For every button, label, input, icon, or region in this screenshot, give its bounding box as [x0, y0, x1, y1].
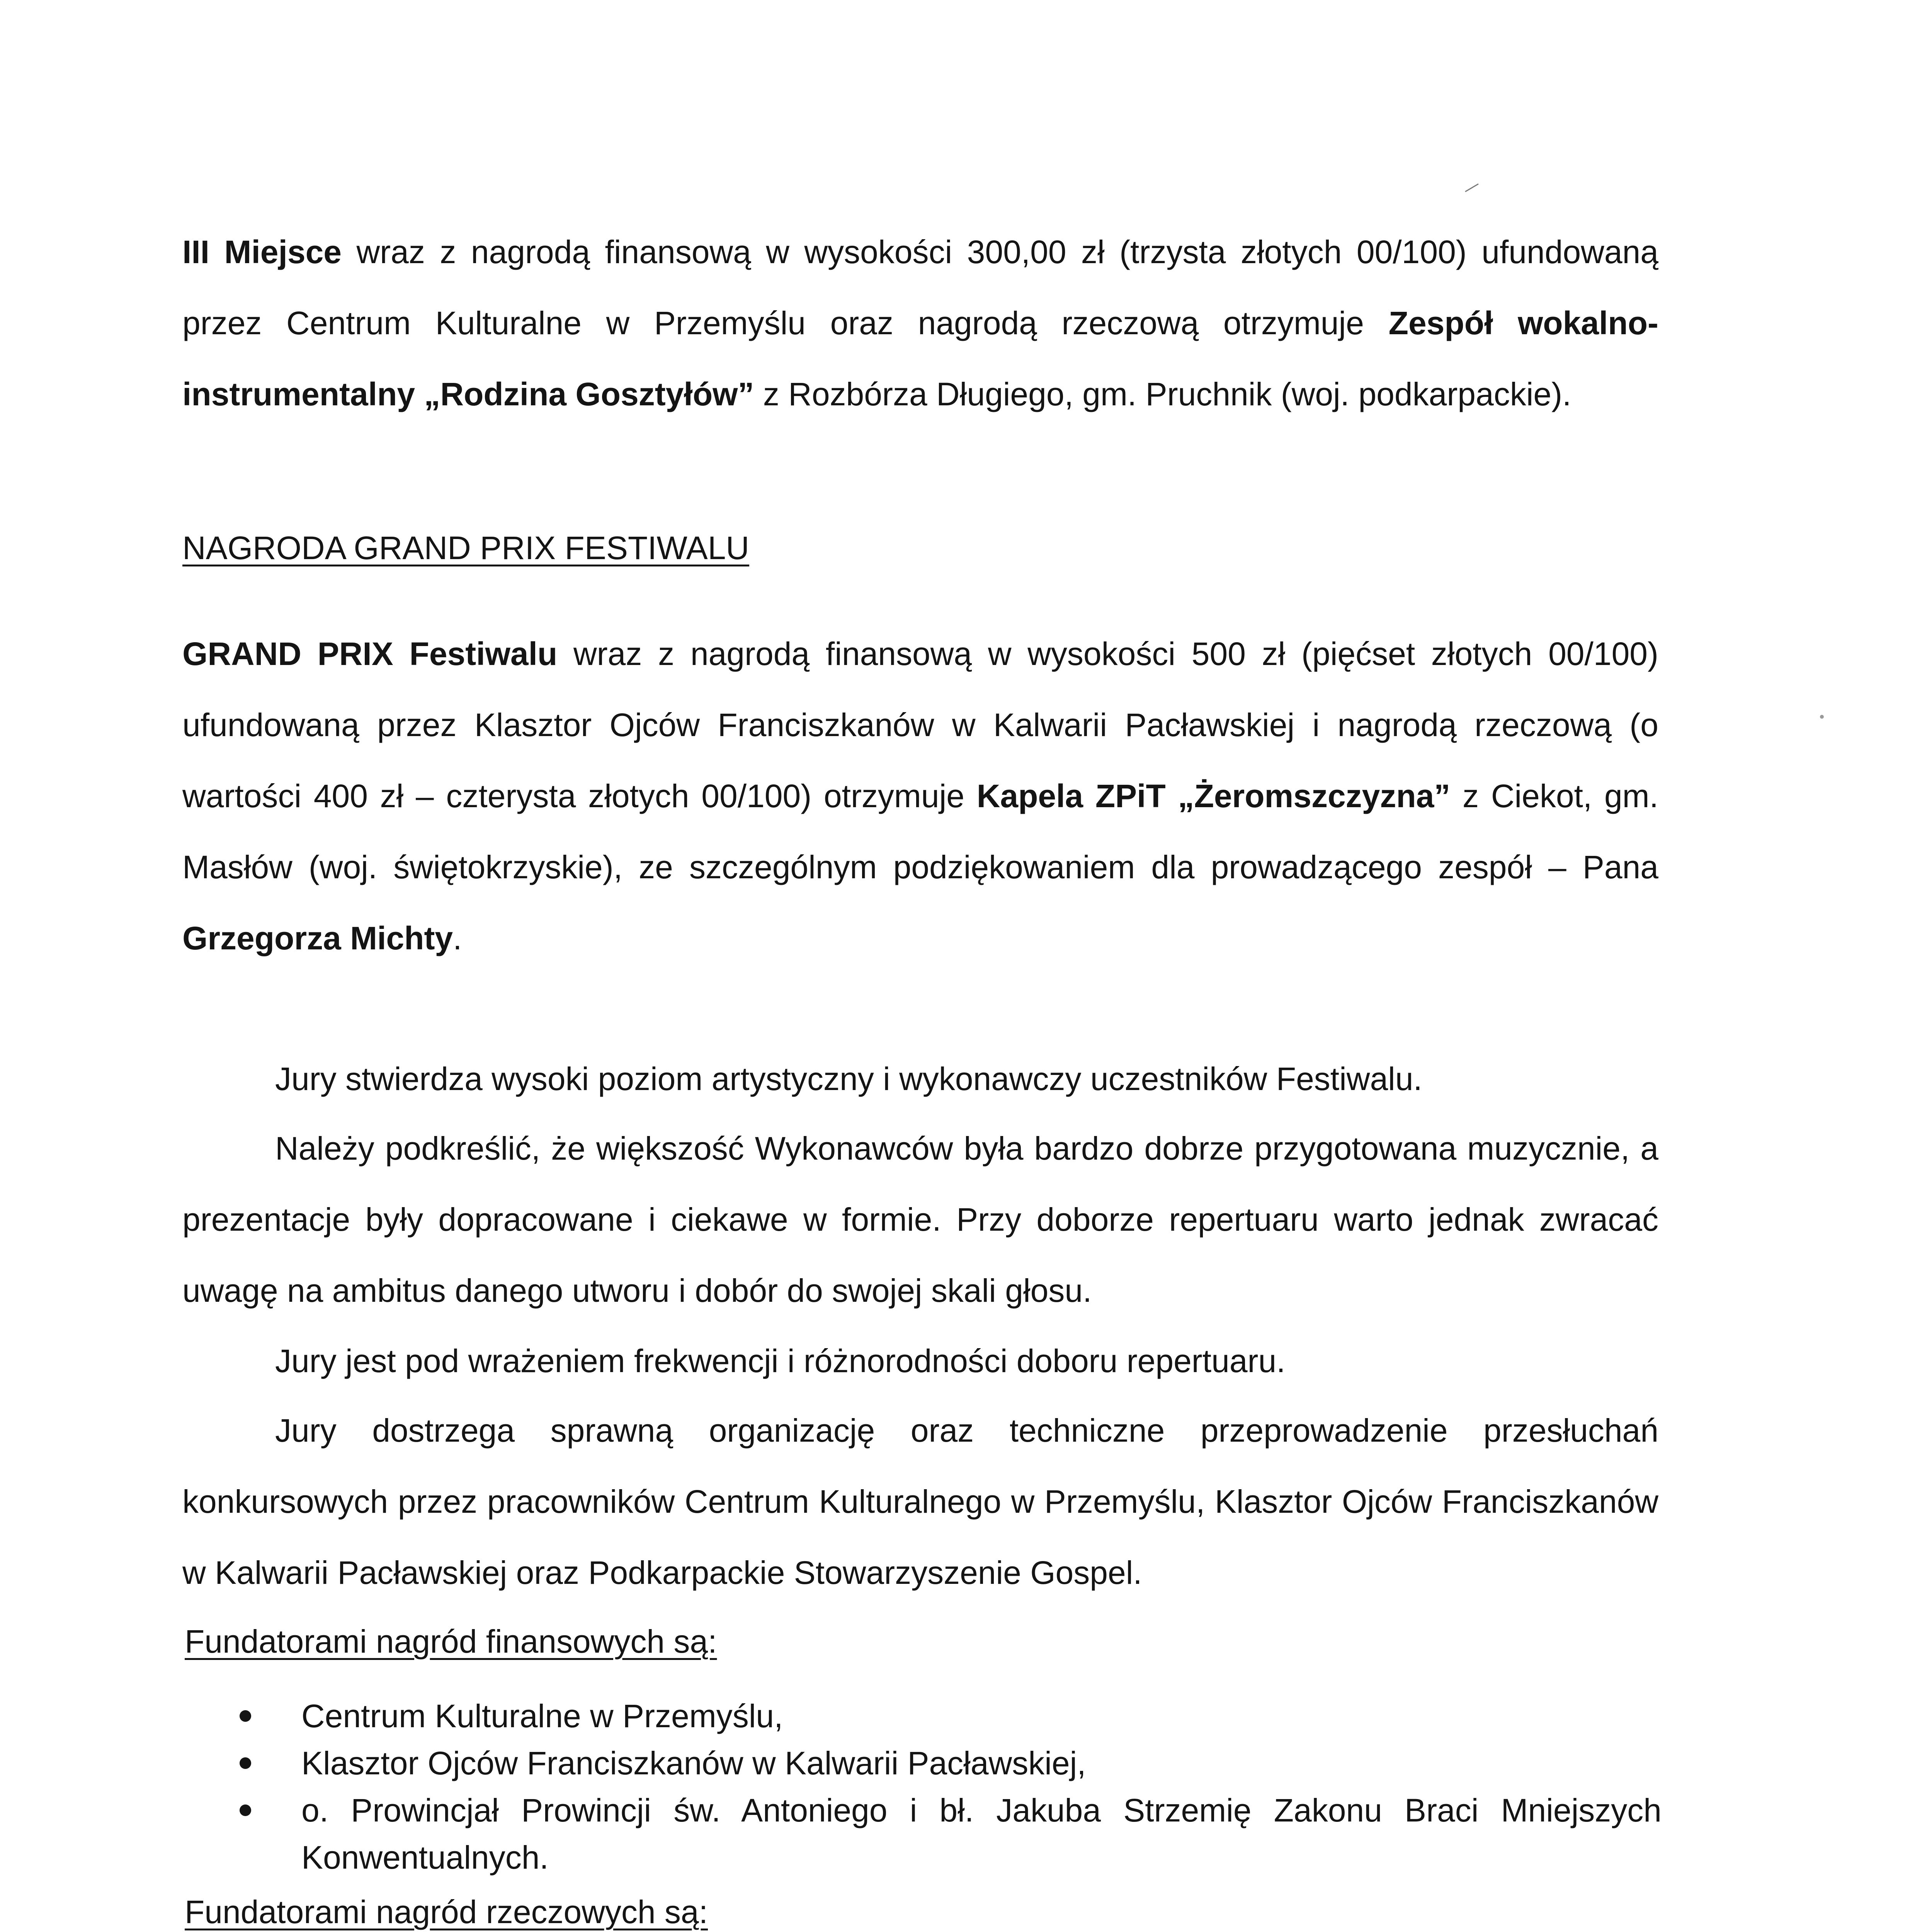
third-place-label: III Miejsce — [182, 234, 342, 270]
jury-statement-2: Należy podkreślić, że większość Wykonawców była bardzo dobrze przygotowana muzycznie, a prezentacje były dopracowane i ciekawe w formie. Przy doborze repertuaru warto jednak zwracać uwagę na ambitus danego utworu i dobór do swojej skali głosu. — [182, 1130, 1658, 1309]
financial-sponsors-heading: Fundatorami nagród finansowych są: — [185, 1623, 717, 1660]
grand-prix-paragraph — [182, 618, 1658, 974]
third-place-winner: Zespół wokalno-instrumentalny „Rodzina Gosztyłów” — [182, 305, 1658, 412]
grand-prix-winner: Kapela ZPiT „Żeromszczyzna” — [976, 778, 1451, 814]
list-item — [240, 1740, 1662, 1787]
financial-sponsors-list — [240, 1692, 1662, 1881]
grand-prix-label: GRAND PRIX Festiwalu — [182, 636, 558, 672]
grand-prix-end: . — [453, 920, 462, 956]
bullet-icon — [240, 1757, 251, 1769]
bullet-icon — [240, 1710, 251, 1722]
list-item — [240, 1692, 1662, 1740]
grand-prix-leader: Grzegorza Michty — [182, 920, 453, 956]
jury-statement-1: Jury stwierdza wysoki poziom artystyczny i wykonawczy uczestników Festiwalu. — [275, 1061, 1422, 1097]
list-item-text: Centrum Kulturalne w Przemyślu, — [301, 1698, 783, 1734]
material-sponsors-heading: Fundatorami nagród rzeczowych są: — [185, 1894, 708, 1930]
grand-prix-origin: z Ciekot, gm. Masłów (woj. świętokrzyskie), ze szczególnym podziękowaniem dla prowadzącego zespół – Pana — [182, 778, 1658, 885]
grand-prix-text: wraz z nagrodą finansową w wysokości 500 zł (pięćset złotych 00/100) ufundowaną przez Klasztor Ojców Franciszkanów w Kalwarii Pacławskiej i nagrodą rzeczową (o wartości 400 zł – czterysta złotych 00/100) otrzymuje — [182, 636, 1658, 814]
scan-dot — [1820, 715, 1824, 719]
jury-statement-3: Jury jest pod wrażeniem frekwencji i różnorodności doboru repertuaru. — [275, 1343, 1286, 1379]
third-place-text: wraz z nagrodą finansową w wysokości 300,00 zł (trzysta złotych 00/100) ufundowaną przez Centrum Kulturalne w Przemyślu oraz nagrodą rzeczową otrzymuje — [182, 234, 1658, 341]
list-item-text: o. Prowincjał Prowincji św. Antoniego i bł. Jakuba Strzemię Zakonu Braci Mniejszych Konwentualnych. — [301, 1792, 1662, 1876]
bullet-icon — [240, 1804, 251, 1816]
grand-prix-heading: NAGRODA GRAND PRIX FESTIWALU — [182, 530, 750, 566]
jury-statement-4: Jury dostrzega sprawną organizację oraz techniczne przeprowadzenie przesłuchań konkursowych przez pracowników Centrum Kulturalnego w Przemyślu, Klasztor Ojców Franciszkanów w Kalwarii Pacławskiej oraz Podkarpackie Stowarzyszenie Gospel. — [182, 1412, 1658, 1591]
scan-mark — [1464, 182, 1480, 193]
third-place-paragraph — [182, 216, 1658, 430]
list-item-text: Klasztor Ojców Franciszkanów w Kalwarii Pacławskiej, — [301, 1745, 1086, 1781]
third-place-origin: z Rozbórza Długiego, gm. Pruchnik (woj. podkarpackie). — [754, 376, 1571, 412]
list-item — [240, 1787, 1662, 1881]
